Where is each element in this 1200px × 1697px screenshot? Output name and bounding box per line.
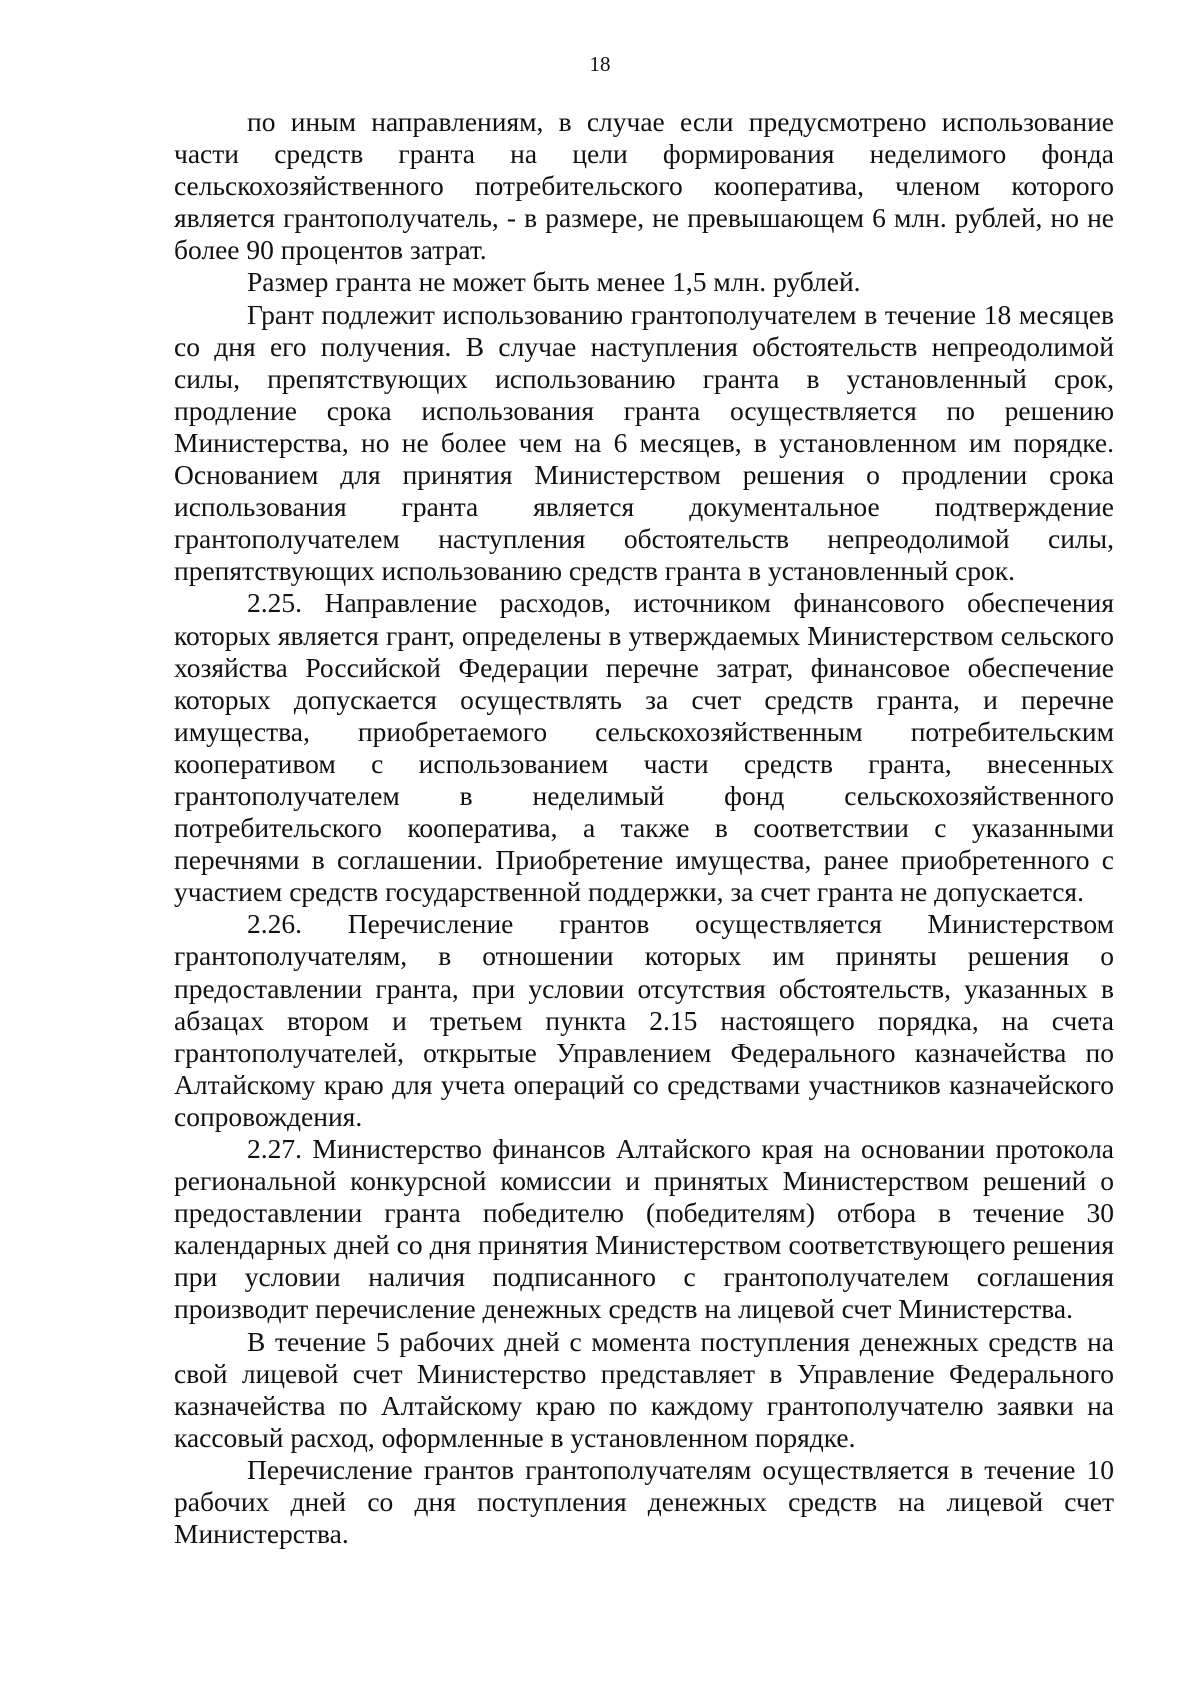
paragraph: 2.26. Перечисление грантов осуществляется Министерством грантополучателям, в отношении которых им приняты решения о предоставлении гранта, при условии отсутствия обстоятельств, указанных в абзацах втором и третьем пункта 2.15 настоящего порядка, на счета грантополучателей, открытые Управлением Федерального казначейства по Алтайскому краю для учета операций со средствами участников казначейского сопровождения. bbox=[174, 908, 1114, 1132]
paragraph: 2.27. Министерство финансов Алтайского края на основании протокола региональной конкурсной комиссии и принятых Министерством решений о предоставлении гранта победителю (победителям) отбора в течение 30 календарных дней со дня принятия Министерством соответствующего решения при условии наличия подписанного с грантополучателем соглашения производит перечисление денежных средств на лицевой счет Министерства. bbox=[174, 1133, 1114, 1325]
page-number: 18 bbox=[589, 52, 611, 76]
paragraph: по иным направлениям, в случае если предусмотрено использование части средств гранта на цели формирования неделимого фонда сельскохозяйственного потребительского кооператива, членом которого является грантополучатель, - в размере, не превышающем 6 млн. рублей, но не более 90 процентов затрат. bbox=[174, 106, 1114, 266]
paragraph: Размер гранта не может быть менее 1,5 млн. рублей. bbox=[247, 266, 861, 298]
paragraph: 2.25. Направление расходов, источником финансового обеспечения которых является грант, определены в утверждаемых Министерством сельского хозяйства Российской Федерации перечне затрат, финансовое обеспечение которых допускается осуществлять за счет средств гранта, и перечне имущества, приобретаемого сельскохозяйственным потребительским кооперативом с использованием части средств гранта, внесенных грантополучателем в неделимый фонд сельскохозяйственного потребительского кооператива, а также в соответствии с указанными перечнями в соглашении. Приобретение имущества, ранее приобретенного с участием средств государственной поддержки, за счет гранта не допускается. bbox=[174, 587, 1114, 908]
document-body bbox=[174, 106, 1114, 1550]
paragraph: Перечисление грантов грантополучателям осуществляется в течение 10 рабочих дней со дня поступления денежных средств на лицевой счет Министерства. bbox=[174, 1453, 1114, 1550]
paragraph: Грант подлежит использованию грантополучателем в течение 18 месяцев со дня его получения. В случае наступления обстоятельств непреодолимой силы, препятствующих использованию гранта в установленный срок, продление срока использования гранта осуществляется по решению Министерства, но не более чем на 6 месяцев, в установленном им порядке. Основанием для принятия Министерством решения о продлении срока использования гранта является документальное подтверждение грантополучателем наступления обстоятельств непреодолимой силы, препятствующих использованию средств гранта в установленный срок. bbox=[174, 298, 1114, 587]
paragraph: В течение 5 рабочих дней с момента поступления денежных средств на свой лицевой счет Министерство представляет в Управление Федерального казначейства по Алтайскому краю по каждому грантополучателю заявки на кассовый расход, оформленные в установленном порядке. bbox=[174, 1325, 1114, 1453]
